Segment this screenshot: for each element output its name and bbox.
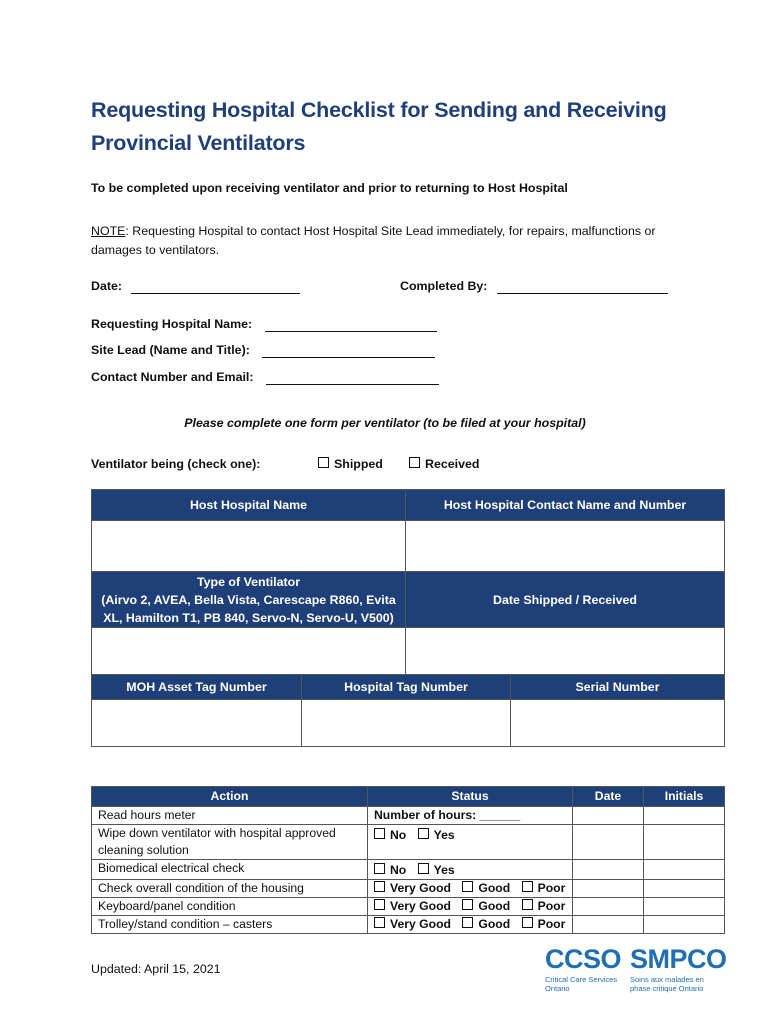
action-cell: Check overall condition of the housing [92, 880, 368, 898]
option-label: Good [478, 917, 511, 931]
option-no[interactable] [374, 828, 406, 842]
option-poor[interactable] [522, 899, 566, 913]
option-label: Very Good [390, 881, 451, 895]
option-very-good[interactable] [374, 917, 451, 931]
hospital-name-label: Requesting Hospital Name: [91, 317, 253, 331]
option-label: Good [478, 899, 511, 913]
contact-field[interactable] [266, 384, 439, 385]
completed-by-field[interactable] [497, 293, 668, 294]
checkbox-icon[interactable] [462, 899, 473, 910]
page-title: Requesting Hospital Checklist for Sending and Receiving Provincial Ventilators [91, 98, 667, 155]
date-cell[interactable] [573, 860, 644, 880]
checklist-table [91, 786, 725, 934]
option-good[interactable] [462, 917, 510, 931]
ccso-logo [545, 944, 623, 993]
shipped-label: Shipped [334, 457, 383, 471]
checkbox-icon[interactable] [374, 899, 385, 910]
ccso-logo-subtext: Critical Care Services Ontario [545, 975, 618, 993]
host-hospital-name-header: Host Hospital Name [92, 490, 406, 521]
received-label: Received [425, 457, 480, 471]
checkbox-icon[interactable] [522, 899, 533, 910]
option-label: No [390, 863, 407, 877]
hospital-tag-header: Hospital Tag Number [302, 675, 511, 700]
checkbox-icon[interactable] [374, 828, 385, 839]
checkbox-icon[interactable] [418, 863, 429, 874]
checkbox-icon[interactable] [462, 881, 473, 892]
status-options [368, 860, 573, 880]
checkbox-icon[interactable] [522, 881, 533, 892]
status-options [368, 898, 573, 916]
table-row [92, 880, 725, 898]
option-good[interactable] [462, 881, 510, 895]
initials-cell[interactable] [644, 807, 725, 825]
status-header: Status [368, 787, 573, 807]
option-yes[interactable] [418, 863, 455, 877]
status-options [368, 916, 573, 934]
checkbox-icon[interactable] [522, 917, 533, 928]
checkbox-icon[interactable] [374, 881, 385, 892]
smpco-logo-text: SMPCO [630, 944, 727, 974]
option-label: Poor [537, 917, 566, 931]
ventilator-status-label: Ventilator being (check one): [91, 457, 261, 471]
action-cell: Keyboard/panel condition [92, 898, 368, 916]
table-row [92, 916, 725, 934]
serial-header: Serial Number [511, 675, 725, 700]
instruction: Please complete one form per ventilator (to be filed at your hospital) [184, 416, 586, 430]
checkbox-icon[interactable] [462, 917, 473, 928]
ventilator-type-detail: (Airvo 2, AVEA, Bella Vista, Carescape R860, Evita XL, Hamilton T1, PB 840, Servo-N, Servo-U, V500) [101, 592, 396, 625]
checkbox-icon[interactable] [374, 917, 385, 928]
checkbox-icon[interactable] [318, 457, 329, 468]
moh-tag-header: MOH Asset Tag Number [92, 675, 302, 700]
option-poor[interactable] [522, 917, 566, 931]
option-label: No [390, 828, 407, 842]
contact-label: Contact Number and Email: [91, 370, 254, 384]
smpco-logo [630, 944, 727, 993]
option-yes[interactable] [418, 828, 455, 842]
date-cell[interactable] [573, 916, 644, 934]
note [91, 222, 701, 260]
checkbox-icon[interactable] [409, 457, 420, 468]
option-no[interactable] [374, 863, 406, 877]
host-hospital-name-cell[interactable] [92, 521, 406, 572]
date-shipped-cell[interactable] [406, 628, 725, 675]
option-label: Poor [537, 899, 566, 913]
date-cell[interactable] [573, 825, 644, 860]
host-contact-cell[interactable] [406, 521, 725, 572]
initials-cell[interactable] [644, 825, 725, 860]
option-label: Very Good [390, 917, 451, 931]
smpco-logo-subtext: Soins aux malades en phase critique Ontario [630, 975, 704, 993]
option-label: Yes [433, 828, 455, 842]
table-row [92, 825, 725, 860]
checkbox-icon[interactable] [374, 863, 385, 874]
date-header: Date [573, 787, 644, 807]
date-cell[interactable] [573, 880, 644, 898]
hospital-name-field[interactable] [265, 331, 437, 332]
date-field[interactable] [131, 293, 300, 294]
action-header: Action [92, 787, 368, 807]
initials-cell[interactable] [644, 916, 725, 934]
date-shipped-header: Date Shipped / Received [406, 572, 725, 628]
date-cell[interactable] [573, 898, 644, 916]
action-cell: Biomedical electrical check [92, 860, 368, 880]
note-text: : Requesting Hospital to contact Host Hospital Site Lead immediately, for repairs, malfunctions or damages to ventilators. [91, 224, 656, 257]
ventilator-type-cell[interactable] [92, 628, 406, 675]
host-contact-header: Host Hospital Contact Name and Number [406, 490, 725, 521]
option-good[interactable] [462, 899, 510, 913]
hours-field[interactable]: Number of hours: ______ [368, 807, 573, 825]
status-options [368, 880, 573, 898]
table-row [92, 860, 725, 880]
updated-date: Updated: April 15, 2021 [91, 962, 221, 976]
site-lead-label: Site Lead (Name and Title): [91, 343, 250, 357]
note-label: NOTE [91, 224, 126, 238]
status-options [368, 825, 573, 860]
option-label: Good [478, 881, 511, 895]
moh-tag-cell[interactable] [92, 700, 302, 747]
option-poor[interactable] [522, 881, 566, 895]
initials-cell[interactable] [644, 898, 725, 916]
table-row [92, 807, 725, 825]
hospital-tag-cell[interactable] [302, 700, 511, 747]
option-very-good[interactable] [374, 899, 451, 913]
action-cell: Read hours meter [92, 807, 368, 825]
option-very-good[interactable] [374, 881, 451, 895]
ventilator-type-header [92, 572, 406, 628]
option-label: Very Good [390, 899, 451, 913]
action-cell: Trolley/stand condition – casters [92, 916, 368, 934]
shipped-option[interactable] [318, 457, 383, 471]
ccso-logo-text: CCSO [545, 944, 622, 974]
ventilator-info-table [91, 489, 725, 747]
action-cell: Wipe down ventilator with hospital approved cleaning solution [92, 825, 368, 860]
initials-cell[interactable] [644, 860, 725, 880]
option-label: Poor [537, 881, 566, 895]
subtitle: To be completed upon receiving ventilator and prior to returning to Host Hospital [91, 181, 568, 195]
received-option[interactable] [409, 457, 479, 471]
site-lead-field[interactable] [262, 357, 435, 358]
option-label: Yes [433, 863, 455, 877]
table-row [92, 898, 725, 916]
serial-cell[interactable] [511, 700, 725, 747]
initials-header: Initials [644, 787, 725, 807]
ventilator-type-title: Type of Ventilator [196, 574, 301, 589]
initials-cell[interactable] [644, 880, 725, 898]
date-cell[interactable] [573, 807, 644, 825]
completed-by-label: Completed By: [400, 279, 488, 293]
date-label: Date: [91, 279, 122, 293]
checkbox-icon[interactable] [418, 828, 429, 839]
